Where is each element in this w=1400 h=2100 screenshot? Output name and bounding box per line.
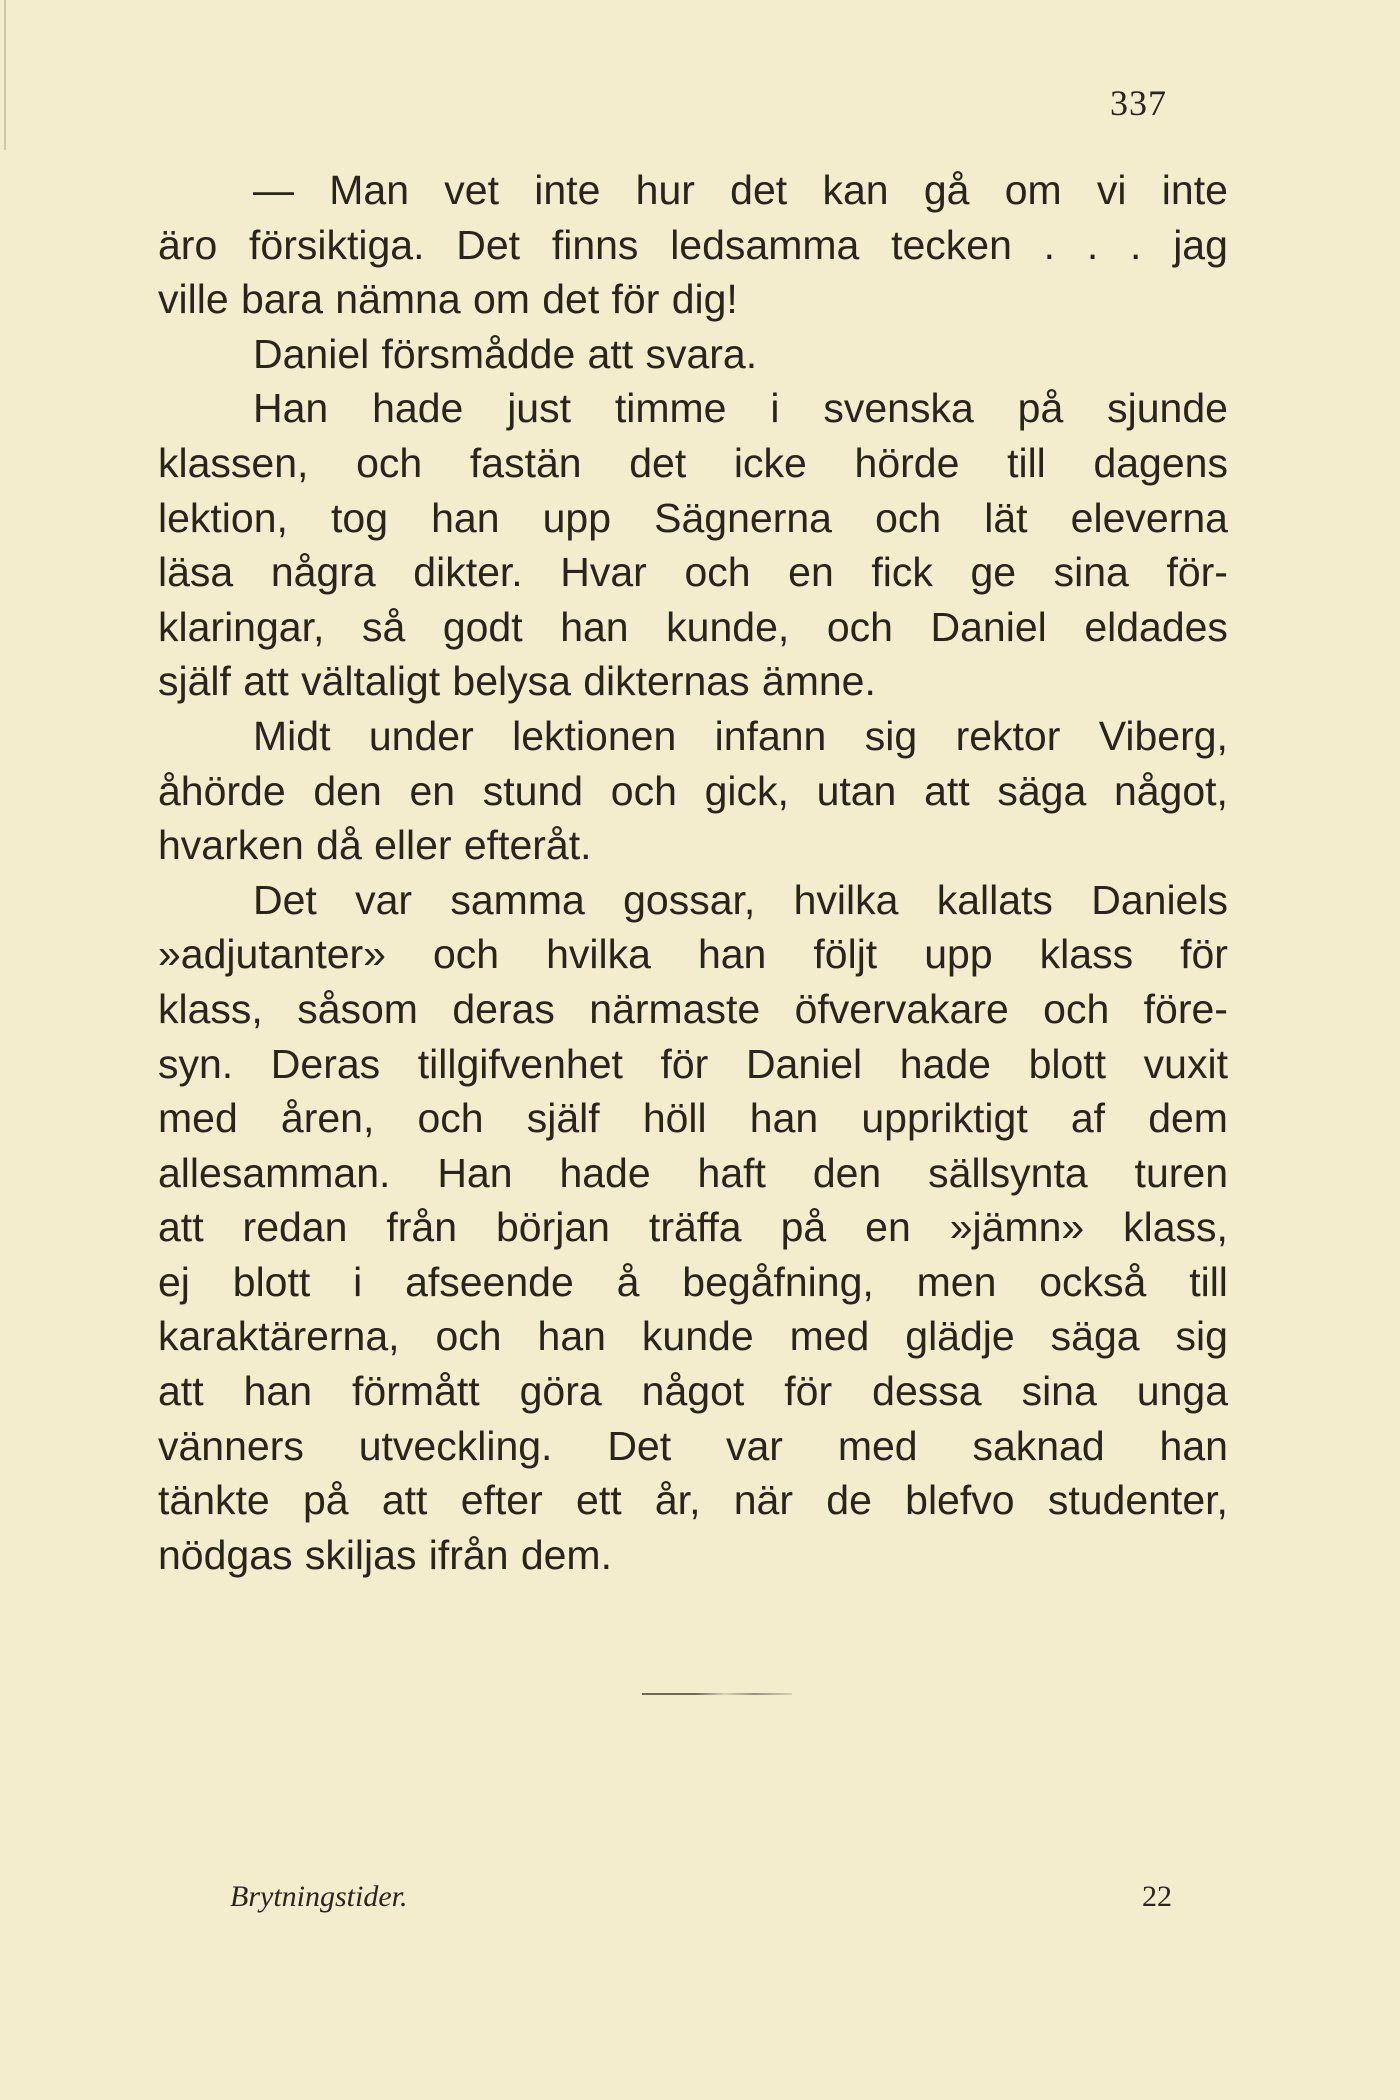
text-line: läsa några dikter. Hvar och en fick ge sina för- xyxy=(158,549,1228,596)
text-line: ej blott i afseende å begåfning, men också till xyxy=(158,1258,1228,1305)
section-end-ornament xyxy=(642,1693,792,1695)
text-line: nödgas skiljas ifrån dem. xyxy=(158,1531,612,1578)
text-line: med åren, och själf höll han uppriktigt af dem xyxy=(158,1095,1228,1142)
text-line: att han förmått göra något för dessa sina unga xyxy=(158,1368,1228,1415)
text-line: allesamman. Han hade haft den sällsynta turen xyxy=(158,1149,1228,1196)
footer-book-title: Brytningstider. xyxy=(230,1880,408,1913)
page-edge-line xyxy=(4,0,6,150)
text-line: Han hade just timme i svenska på sjunde xyxy=(253,385,1228,432)
page-number: 337 xyxy=(1110,83,1167,123)
text-line: Det var samma gossar, hvilka kallats Daniels xyxy=(253,876,1228,923)
text-line: Daniel försmådde att svara. xyxy=(253,330,758,377)
text-line: — Man vet inte hur det kan gå om vi inte xyxy=(253,167,1228,213)
text-line: »adjutanter» och hvilka han följt upp klass för xyxy=(158,931,1228,978)
text-line: Midt under lektionen infann sig rektor Viberg, xyxy=(253,712,1228,759)
text-line: åhörde den en stund och gick, utan att säga något, xyxy=(158,767,1228,814)
text-line: karaktärerna, och han kunde med glädje säga sig xyxy=(158,1313,1228,1360)
text-line: klass, såsom deras närmaste öfvervakare och före- xyxy=(158,985,1228,1032)
text-line: att redan från början träffa på en »jämn» klass, xyxy=(158,1204,1228,1251)
text-line: ville bara nämna om det för dig! xyxy=(158,276,738,323)
text-line: hvarken då eller efteråt. xyxy=(158,822,592,869)
text-line: lektion, tog han upp Sägnerna och lät eleverna xyxy=(158,494,1228,541)
text-line: själf att vältaligt belysa dikternas ämne. xyxy=(158,658,876,705)
text-line: vänners utveckling. Det var med saknad han xyxy=(158,1422,1228,1469)
text-line: tänkte på att efter ett år, när de blefvo studenter, xyxy=(158,1477,1228,1524)
text-line: äro försiktiga. Det finns ledsamma tecken . . . jag xyxy=(158,221,1228,268)
text-line: klaringar, så godt han kunde, och Daniel eldades xyxy=(158,603,1228,650)
body-text xyxy=(158,163,1228,1582)
footer-signature-mark: 22 xyxy=(1142,1880,1172,1913)
text-line: klassen, och fastän det icke hörde till dagens xyxy=(158,439,1228,486)
text-line: syn. Deras tillgifvenhet för Daniel hade blott vuxit xyxy=(158,1040,1228,1087)
